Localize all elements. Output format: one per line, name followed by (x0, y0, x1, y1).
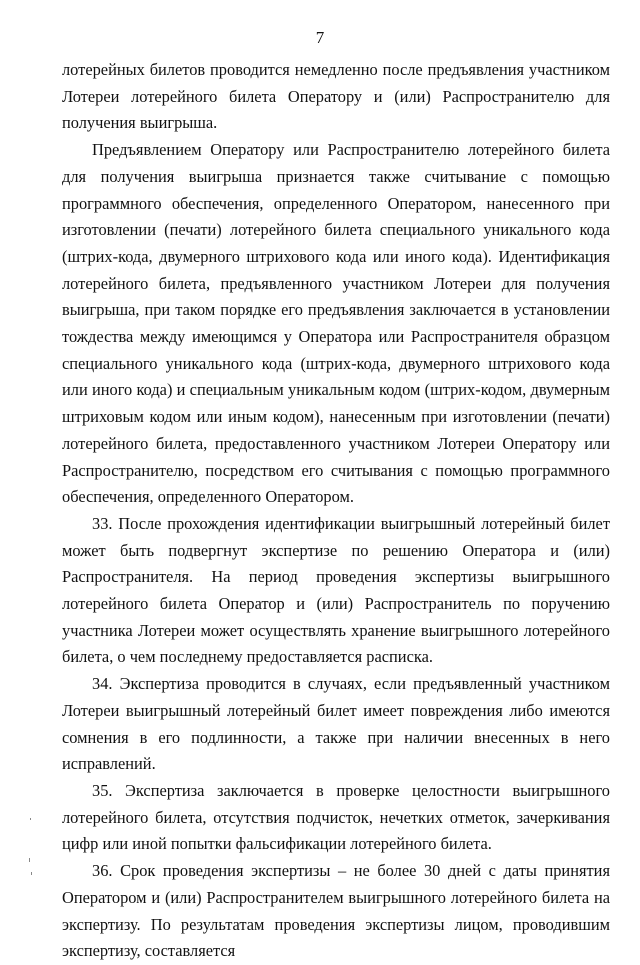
paragraph-35: 35. Экспертиза заключается в проверке целостности выигрышного лотерейного билета, отсутствия подчисток, нечетких отметок, зачеркивания цифр или иной попытки фальсификации лотерейного билета. (62, 780, 610, 854)
page-number: 7 (315, 28, 325, 47)
paragraph-33: 33. После прохождения идентификации выигрышный лотерейный билет может быть подвергнут экспертизе по решению Оператора и (или) Распространителя. На период проведения экспертизы выигрышного лотерейного билета Оператор и (или) Распространитель по поручению участника Лотереи может осуществлять хранение выигрышного лотерейного билета, о чем последнему предоставляется расписка. (62, 513, 610, 667)
scan-artifact (30, 818, 31, 820)
paragraph-34: 34. Экспертиза проводится в случаях, если предъявленный участником Лотереи выигрышный лотерейный билет имеет повреждения либо имеются сомнения в его подлинности, а также при наличии внесенных в него исправлений. (62, 674, 610, 774)
paragraph-36: 36. Срок проведения экспертизы – не более 30 дней с даты принятия Оператором и (или) Распространителем выигрышного лотерейного билета на экспертизу. По результатам проведения экспертизы лицом, проводившим экспертизу, составляется (62, 861, 610, 961)
paragraph-code-presentation: Предъявлением Оператору или Распространителю лотерейного билета для получения выигрыша признается также считывание с помощью программного обеспечения, определенного Оператором, нанесенного при изготовлении (печати) лотерейного билета специального уникального кода (штрих-кода, двумерного штрихового кода или иного кода). Идентификация лотерейного билета, предъявленного участником Лотереи для получения выигрыша, при таком порядке его предъявления заключается в установлении тождества между имеющимся у Оператора или Распространителя образцом специального уникального кода (штрих-кода, двумерного штрихового кода или иного кода) и специальным уникальным кодом (штрих-кодом, двумерным штриховым кодом или иным кодом), нанесенным при изготовлении (печати) лотерейного билета, предоставленного участником Лотереи Оператору или Распространителю, посредством его считывания с помощью программного обеспечения, определенного Оператором. (62, 140, 610, 507)
scan-artifact (31, 872, 32, 875)
paragraph-continuation: лотерейных билетов проводится немедленно после предъявления участником Лотереи лотерейного билета Оператору и (или) Распространителю для получения выигрыша. (62, 60, 610, 133)
document-body (62, 57, 610, 965)
scan-artifact (29, 858, 30, 862)
